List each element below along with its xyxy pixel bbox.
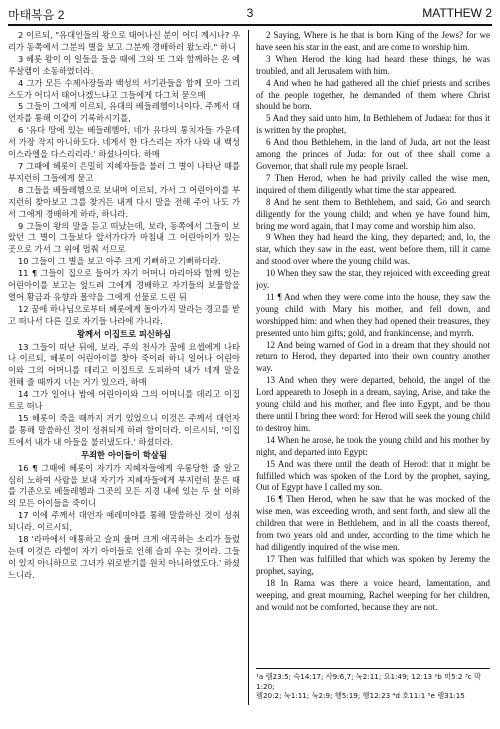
header-rule <box>8 24 492 26</box>
verse-en: 10 When they saw the star, they rejoiced with exceeding great joy. <box>256 268 490 291</box>
verse-en: 7 Then Herod, when he had privily called the wise men, inquired of them diligently what time the star appeared. <box>256 172 490 195</box>
page-header <box>8 6 492 24</box>
verse-en: 15 And was there until the death of Herod: that it might be fulfilled which was spoken of the Lord by the prophet, saying, Out of Egypt have I called my son. <box>256 458 490 493</box>
verse-en: 16 ¶ Then Herod, when he saw that he was mocked of the wise men, was exceeding wroth, and sent forth, and slew all the children that were in Bethlehem, and in all the coasts thereof, from two years old and under, according to the time which he had diligently inquired of the wise men. <box>256 494 490 552</box>
section-heading: 왕께서 이집트로 피신하심 <box>77 328 171 339</box>
verse-ko: 5 그들이 그에게 이르되, 유대의 베들레헴이니이다. 주께서 대언자를 통해 이같이 기록하시기를, <box>8 101 240 124</box>
verse-ko: 8 그들을 베들레헴으로 보내며 이르되, 가서 그 어린아이를 부지런히 찾아보고 그를 찾거든 내게 다시 말을 전해 주어 나도 가서 그에게 경배하게 하라, 하니라. <box>8 184 240 219</box>
verse-en: 11 ¶ And when they were come into the house, they saw the young child with Mary his mother, and fell down, and worshipped him: and when they had opened their treasures, they presented unto him gifts; gold, and frankincense, and myrrh. <box>256 291 490 338</box>
verse-en: 9 When they had heard the king, they departed; and, lo, the star, which they saw in the east, went before them, till it came and stood over where the young child was. <box>256 232 490 267</box>
verse-ko: 13 그들이 떠난 뒤에, 보라, 주의 천사가 꿈에 요셉에게 나타나 이르되, 헤롯이 어린아이를 찾아 죽이려 하니 일어나 어린아이와 그의 어머니를 데리고 이집트로 도피하여 내가 네게 말을 전해 줄 때까지 너는 거기 있으라, 하매 <box>8 341 240 388</box>
verse-en: 17 Then was fulfilled that which was spoken by Jeremy the prophet, saying, <box>256 553 490 576</box>
footnotes <box>256 672 490 701</box>
running-head-english: MATTHEW 2 <box>422 6 492 20</box>
section-heading: 무죄한 아이들이 학살됨 <box>81 449 167 460</box>
english-column <box>256 30 490 663</box>
verse-ko: 15 헤롯이 죽을 때까지 거기 있었으니 이것은 주께서 대언자를 통해 말씀하신 것이 성취되게 하려 함이더라. 이르시되, '이집트에서 내가 내 아들을 불러냈도다.' 하셨더라. <box>8 413 240 447</box>
verse-en: 14 When he arose, he took the young child and his mother by night, and departed into Egypt: <box>256 434 490 457</box>
verse-en: 3 When Herod the king had heard these things, he was troubled, and all Jerusalem with him. <box>256 53 490 76</box>
footnote-line: 렘20:2; 눅1:11; 눅2:9; 행5:19; 행12:23 ⁴d 호11:1 ⁵e 렘31:15 <box>256 691 465 700</box>
page-number: 3 <box>246 6 254 20</box>
verse-ko: 3 헤롯 왕이 이 일들을 들을 때에 그와 또 그와 함께하는 온 예루살렘이 소동하였더라. <box>8 53 240 76</box>
verse-ko: 14 그가 일어나 밤에 어린아이와 그의 어머니를 데리고 이집트로 떠나 <box>8 389 240 412</box>
korean-column <box>8 30 240 705</box>
verse-en: 13 And when they were departed, behold, the angel of the Lord appeareth to Joseph in a dream, saying, Arise, and take the young child and his mother, and flee into Egypt, and be thou there until I bring thee word: for Herod will seek the young child to destroy him. <box>256 375 490 433</box>
verse-en: 4 And when he had gathered all the chief priests and scribes of the people together, he demanded of them where Christ should be born. <box>256 77 490 112</box>
verse-en: 6 And thou Bethlehem, in the land of Juda, art not the least among the princes of Juda: for out of thee shall come a Governor, that shall rule my people Israel. <box>256 137 490 171</box>
verse-ko: 12 꿈에 하나님으로부터 헤롯에게 돌아가지 말라는 경고를 받고 떠나서 다른 길로 자기들 나라에 가니라. <box>8 303 240 326</box>
column-divider <box>248 30 249 705</box>
footnote-rule <box>256 668 490 669</box>
verse-ko: 10 그들이 그 별을 보고 아주 크게 기뻐하고 기뻐하더라. <box>18 256 221 267</box>
verse-ko: 6 '유다 땅에 있는 베들레헴아, 네가 유다의 통치자들 가운데서 가장 작지 아니하도다. 네게서 한 다스리는 자가 나와 내 백성 이스라엘을 다스리리라.' 하셨나이다. 하매 <box>8 125 240 160</box>
verse-ko: 2 이르되, "유대인들의 왕으로 태어나신 분이 어디 계시나? 우리가 동쪽에서 그분의 별을 보고 그분께 경배하러 왔노라." 하니 <box>8 30 240 52</box>
verse-ko: 7 그때에 헤롯이 은밀히 지혜자들을 불러 그 별이 나타난 때를 부지런히 그들에게 묻고 <box>8 160 240 183</box>
running-head-korean: 마태복음 2 <box>8 8 65 22</box>
verse-ko: 17 이에 주께서 대언자 예레미야를 통해 말씀하신 것이 성취되니라. 이르시되, <box>8 510 240 533</box>
verse-en: 8 And he sent them to Bethlehem, and said, Go and search diligently for the young child; and when ye have found him, bring me word again, that I may come and worship him also. <box>256 196 490 231</box>
verse-en: 2 Saying, Where is he that is born King of the Jews? for we have seen his star in the east, and are come to worship him. <box>256 30 490 52</box>
verse-ko: 16 ¶ 그때에 헤롯이 자기가 지혜자들에게 우롱당한 줄 알고 심히 노하여 사람을 보내 자기가 지혜자들에게 부지런히 묻은 때를 기준으로 베들레헴과 그곳의 모든 지경 내에 있는 두 살 이하의 모든 아이들을 죽이니 <box>8 462 240 509</box>
verse-en: 5 And they said unto him, In Bethlehem of Judaea: for thus it is written by the prophet, <box>256 113 490 136</box>
footnote-line: ¹a 렘23:5; 슥14:17; 사9:6,7; 눅2:11; 요1:49; 12:13 ²b 미5:2 ³c 막1:20; <box>256 672 481 691</box>
verse-ko: 9 그들이 왕의 말을 듣고 떠났는데, 보라, 동쪽에서 그들이 보았던 그 별이 그들보다 앞서가다가 마침내 그 어린아이가 있는 곳으로 가서 그 위에 멈춰 서므로 <box>8 220 240 255</box>
verse-en: 18 In Rama was there a voice heard, lamentation, and weeping, and great mourning, Rachel weeping for her children, and would not be comforted, because they are not. <box>256 577 490 612</box>
verse-en: 12 And being warned of God in a dream that they should not return to Herod, they departed into their own country another way. <box>256 339 490 374</box>
verse-ko: 11 ¶ 그들이 집으로 들어가 자기 어머니 마리아와 함께 있는 어린아이를 보고는 엎드려 그에게 경배하고 자기들의 보물함을 열어 황금과 유향과 몰약을 그에게 선물로 드린 뒤 <box>8 268 240 302</box>
verse-ko: 18 '라마에서 애통하고 슬피 울며 크게 애곡하는 소리가 들렸는데 이것은 라헬이 자기 아이들로 인해 슬피 우는 것이라. 그들이 있지 아니하므로 그녀가 위로받기를 원치 아니하였도다.' 하셨느니라. <box>8 534 240 580</box>
verse-ko: 4 그가 모든 수제사장들과 백성의 서기관들을 함께 모아 그리스도가 어디서 태어나겠느냐고 그들에게 다그쳐 묻으매 <box>8 77 240 100</box>
